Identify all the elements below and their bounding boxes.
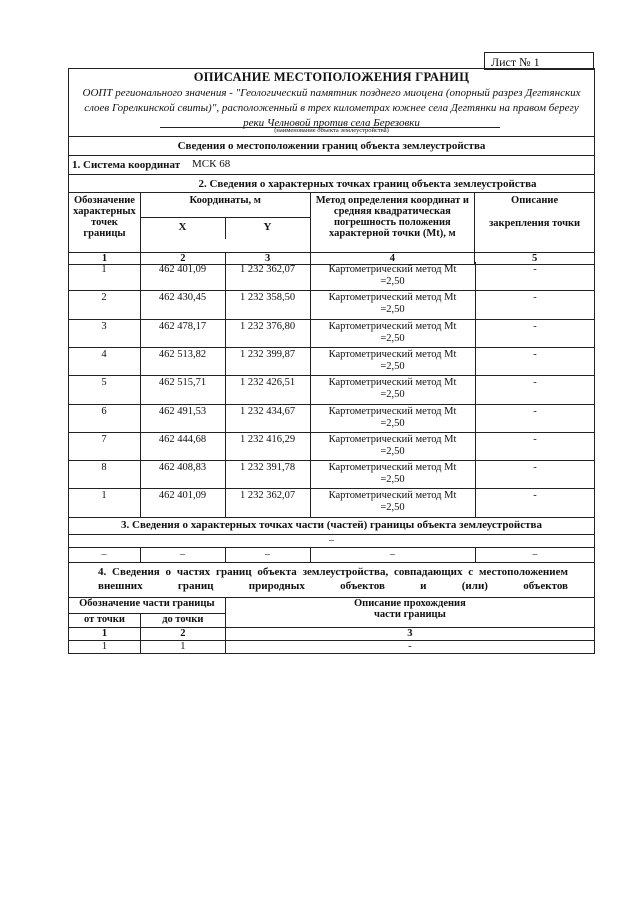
coord-y: 1 232 434,67 [239, 405, 296, 417]
header-designation: Обозначение части границы [69, 598, 226, 614]
point-number: 3 [101, 320, 107, 332]
coord-y: 1 232 376,80 [239, 320, 296, 332]
method-text: =2,50 [380, 389, 405, 401]
method-text: =2,50 [380, 304, 405, 316]
point-number: 5 [101, 377, 107, 389]
row-divider [68, 375, 595, 376]
coord-x: 462 491,53 [158, 405, 207, 417]
dash-cell: – [532, 549, 538, 560]
coord-x: 462 478,17 [158, 320, 207, 332]
col-number: 2 [140, 253, 225, 265]
header-passage-top: Описание прохождения [353, 598, 466, 609]
header-to: до точки [140, 614, 225, 628]
coord-x: 462 401,09 [158, 490, 207, 502]
point-description: - [533, 490, 537, 502]
dash-cell: – [390, 549, 395, 560]
coord-system-value: МСК 68 [192, 158, 231, 170]
point-number: 1 [101, 490, 107, 502]
point-number: 2 [101, 292, 107, 304]
row-divider [68, 404, 595, 405]
divider [68, 136, 595, 137]
point-description: - [533, 292, 537, 304]
col-number: 1 [69, 628, 141, 641]
method-text: Картометрический метод Mt [328, 320, 457, 332]
row-divider [68, 290, 595, 291]
point-description: - [533, 405, 537, 417]
method-text: Картометрический метод Mt [328, 405, 457, 417]
column-divider [475, 262, 476, 517]
header-description [475, 193, 595, 253]
method-text: =2,50 [380, 417, 405, 429]
coord-y: 1 232 358,50 [239, 292, 296, 304]
row-divider [68, 319, 595, 320]
document-title: ОПИСАНИЕ МЕСТОПОЛОЖЕНИЯ ГРАНИЦ [193, 70, 470, 84]
method-text: Картометрический метод Mt [328, 292, 457, 304]
col-number: 5 [475, 253, 595, 265]
header-method: Метод определения координат и средняя квадратическая погрешность положения характерной точки (Mt), м [310, 193, 475, 253]
dash-cell: – [180, 549, 185, 560]
object-description: ООПТ регионального значения - "Геологический памятник позднего миоцена (опорный разрез Дегтянских слоев Горелкинской свиты)", расположенный в трех километрах южнее села Дегтянки на правом берегу реки Челновой против села Березовки [82, 87, 581, 129]
header-description-top: Описание [511, 195, 559, 206]
table-column-numbers [69, 253, 595, 265]
point-description: - [533, 462, 537, 474]
coord-y: 1 232 362,07 [239, 490, 296, 502]
col-number: 1 [69, 253, 141, 265]
point-description: - [533, 433, 537, 445]
row-desc: - [225, 641, 594, 654]
method-text: =2,50 [380, 332, 405, 344]
method-text: =2,50 [380, 502, 405, 514]
method-text: Картометрический метод Mt [328, 490, 457, 502]
column-divider [225, 262, 226, 517]
method-text: =2,50 [380, 360, 405, 372]
column-divider [140, 547, 141, 562]
column-divider [475, 547, 476, 562]
method-text: =2,50 [380, 276, 405, 287]
point-number: 4 [101, 348, 107, 360]
sheet-number: Лист № 1 [484, 52, 594, 70]
row-to: 1 [140, 641, 225, 654]
section3-top-dash: – [329, 535, 334, 546]
coord-x: 462 408,83 [158, 462, 207, 474]
method-text: Картометрический метод Mt [328, 264, 457, 275]
divider [68, 562, 595, 563]
coord-y: 1 232 391,78 [239, 462, 296, 474]
table-row [69, 641, 595, 654]
column-divider [225, 547, 226, 562]
coord-y: 1 232 426,51 [239, 377, 296, 389]
boundary-parts-table [68, 597, 595, 654]
col-number: 4 [310, 253, 475, 265]
row-divider [68, 488, 595, 489]
row-divider [68, 460, 595, 461]
divider [68, 547, 595, 548]
point-number: 8 [101, 462, 107, 474]
point-description: - [533, 348, 537, 360]
divider [68, 155, 595, 156]
col-number: 3 [225, 628, 594, 641]
header-passage [225, 598, 594, 628]
coord-y: 1 232 399,87 [239, 348, 296, 360]
method-text: Картометрический метод Mt [328, 462, 457, 474]
method-text: Картометрический метод Mt [328, 433, 457, 445]
col-number: 2 [140, 628, 225, 641]
row-from: 1 [69, 641, 141, 654]
coord-x: 462 513,82 [158, 348, 207, 360]
coord-x: 462 401,09 [158, 264, 207, 275]
dash-cell: – [265, 549, 270, 560]
method-text: Картометрический метод Mt [328, 348, 457, 360]
header-passage-bottom: части границы [373, 609, 446, 620]
coords-subheader-divider [225, 217, 226, 239]
dash-cell: – [101, 549, 107, 560]
method-text: Картометрический метод Mt [328, 377, 457, 389]
col-number: 3 [225, 253, 310, 265]
header-from: от точки [69, 614, 141, 628]
point-number: 7 [101, 433, 107, 445]
section2-title: 2. Сведения о характерных точках границ объекта землеустройства [198, 178, 537, 190]
method-text: =2,50 [380, 445, 405, 457]
coord-y: 1 232 362,07 [239, 264, 296, 275]
coord-system-label: 1. Система координат [72, 159, 181, 171]
row-divider [68, 347, 595, 348]
caption-underline [160, 127, 500, 128]
point-number: 6 [101, 405, 107, 417]
column-divider [310, 547, 311, 562]
header-x: X [178, 221, 187, 233]
coord-y: 1 232 416,29 [239, 433, 296, 445]
section-main-title: Сведения о местоположении границ объекта землеустройства [177, 140, 486, 152]
point-number: 1 [101, 264, 107, 275]
coord-x: 462 515,71 [158, 377, 207, 389]
coord-x: 462 430,45 [158, 292, 207, 304]
row-divider [68, 432, 595, 433]
header-coords: Координаты, м [140, 193, 310, 253]
header-point: Обозначение характерных точек границы [69, 193, 141, 253]
header-description-bottom: закрепления точки [489, 218, 581, 229]
column-divider [310, 262, 311, 517]
method-text: =2,50 [380, 474, 405, 486]
section3-title: 3. Сведения о характерных точках части (частей) границы объекта землеустройства [121, 519, 542, 531]
object-caption: (наименование объекта землеустройства) [274, 127, 389, 134]
divider [68, 517, 595, 518]
point-description: - [533, 264, 537, 275]
coord-x: 462 444,68 [158, 433, 207, 445]
header-y: Y [263, 221, 272, 233]
divider [68, 174, 595, 175]
column-divider [140, 262, 141, 517]
point-description: - [533, 377, 537, 389]
section4-title: 4. Сведения о частях границ объекта землеустройства, совпадающих с местоположением внешних границ природных объектов и (или) объектов [98, 566, 568, 592]
point-description: - [533, 320, 537, 332]
